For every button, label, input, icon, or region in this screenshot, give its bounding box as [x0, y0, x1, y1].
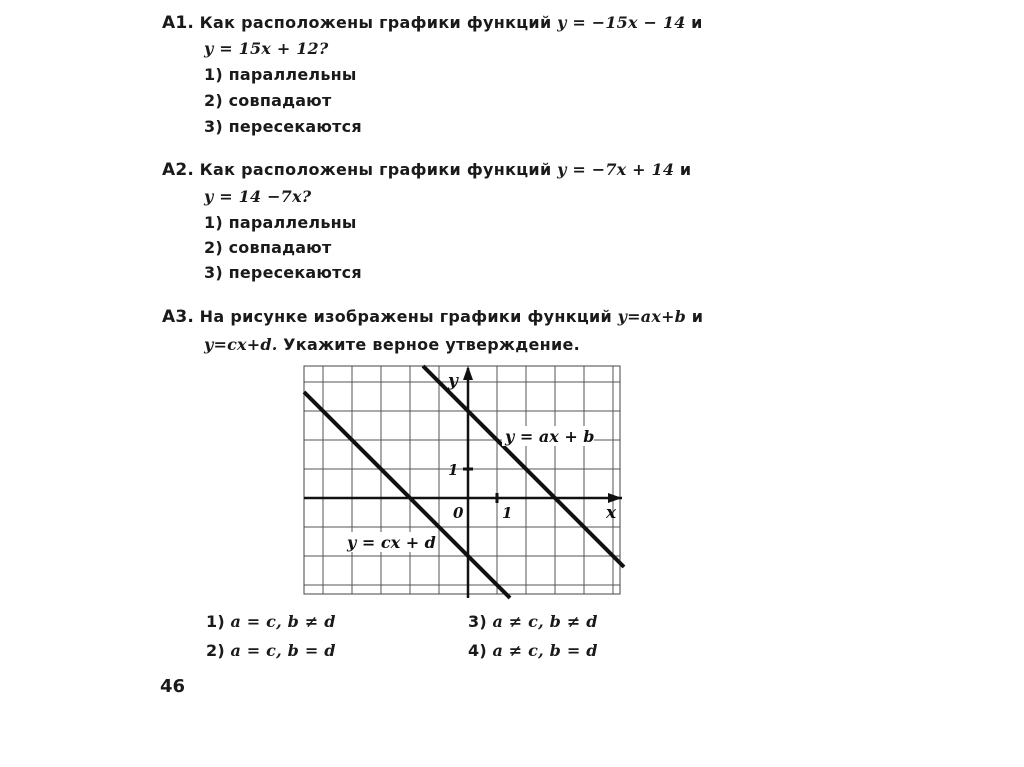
- y-axis-label: y: [448, 371, 458, 391]
- a3-conjunction: и: [691, 307, 704, 326]
- a3-answer-1-num: 1): [206, 612, 225, 631]
- a2-question-line1: [162, 159, 691, 181]
- grid-border: [304, 366, 620, 594]
- a2-number: А2.: [162, 160, 195, 180]
- a2-option-3[interactable]: 3) пересекаются: [204, 263, 362, 282]
- a3-question-end: Укажите верное утверждение.: [283, 335, 581, 354]
- a1-question-line1: [162, 12, 703, 34]
- a3-answer-3-num: 3): [468, 612, 487, 631]
- a1-option-3[interactable]: 3) пересекаются: [204, 117, 362, 136]
- a3-answer-2-text: a = c, b = d: [230, 641, 336, 660]
- a3-question-text: На рисунке изображены графики функций: [199, 307, 613, 326]
- a2-question-line2: [204, 186, 311, 208]
- y-axis-arrow: [463, 366, 473, 380]
- a1-question-line2: [204, 38, 328, 60]
- a3-answer-2-num: 2): [206, 641, 225, 660]
- a3-answer-3-text: a ≠ c, b ≠ d: [492, 612, 598, 631]
- a1-function-1: y = −15x − 14: [557, 13, 686, 32]
- graph-labels: [344, 371, 617, 552]
- a2-question-text: Как расположены графики функций: [199, 160, 552, 179]
- a1-number: А1.: [162, 13, 195, 33]
- a3-answer-1-text: a = c, b ≠ d: [230, 612, 336, 631]
- a3-answer-4-num: 4): [468, 641, 487, 660]
- a3-answer-3[interactable]: [468, 611, 598, 633]
- a3-answer-4[interactable]: [468, 640, 598, 662]
- y-unit-label: 1: [448, 461, 459, 479]
- a2-function-1: y = −7x + 14: [557, 160, 675, 179]
- a1-option-1[interactable]: 1) параллельны: [204, 65, 357, 84]
- x-unit-label: 1: [502, 504, 513, 522]
- series-label-1: y = ax + b: [505, 427, 595, 446]
- a1-option-2[interactable]: 2) совпадают: [204, 91, 332, 110]
- a3-function-2: y=cx+d.: [204, 335, 278, 354]
- a1-question-text: Как расположены графики функций: [199, 13, 552, 32]
- origin-label: 0: [453, 504, 464, 522]
- grid: [304, 366, 620, 594]
- a3-number: А3.: [162, 307, 195, 327]
- x-axis-label: x: [606, 503, 617, 523]
- page-number: 46: [160, 676, 186, 697]
- a2-function-2: y = 14 −7x?: [204, 187, 312, 206]
- a3-answer-1[interactable]: [206, 611, 336, 633]
- a3-function-1: y=ax+b: [617, 307, 687, 326]
- a2-option-2[interactable]: 2) совпадают: [204, 238, 332, 257]
- a3-question-line1: [162, 306, 703, 328]
- a3-answer-4-text: a ≠ c, b = d: [492, 641, 598, 660]
- a2-conjunction: и: [679, 160, 692, 179]
- function-graph: [300, 362, 626, 602]
- a3-answer-2[interactable]: [206, 640, 336, 662]
- series-label-2: y = cx + d: [347, 533, 436, 552]
- a1-conjunction: и: [691, 13, 703, 32]
- a1-function-2: y = 15x + 12?: [204, 39, 329, 58]
- a3-question-line2: [204, 334, 580, 356]
- a2-option-1[interactable]: 1) параллельны: [204, 213, 357, 232]
